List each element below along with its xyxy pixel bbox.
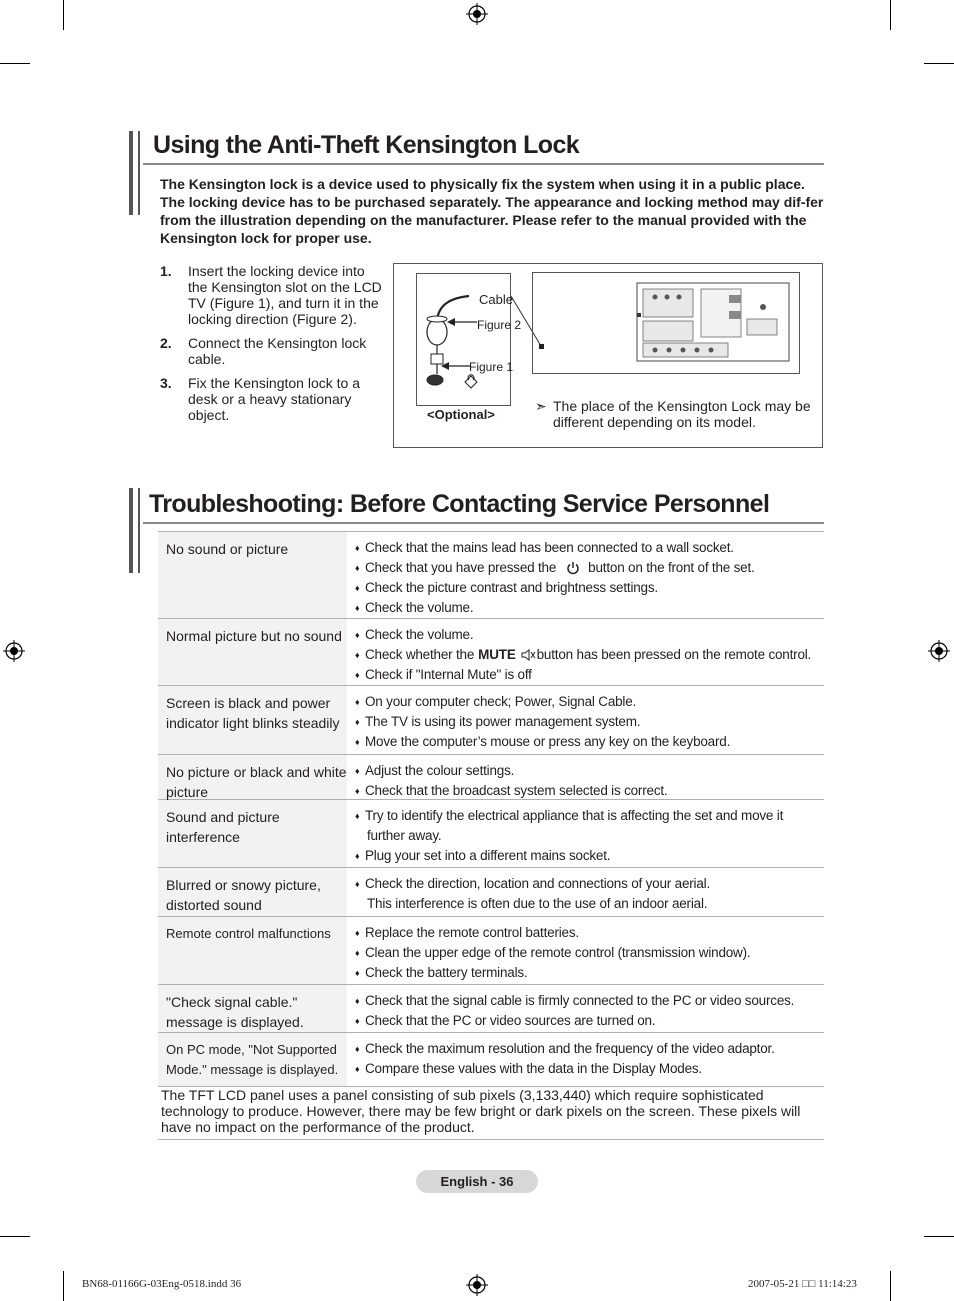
cable-label: Cable bbox=[479, 292, 513, 307]
problem-cell: Remote control malfunctions bbox=[158, 917, 347, 984]
solution-text-tail: button has been pressed on the remote control. bbox=[536, 647, 812, 662]
solution-item bbox=[355, 1059, 824, 1079]
slug-date: 2007-05-21 □□ 11:14:23 bbox=[748, 1278, 857, 1290]
bullet-icon: ♦ bbox=[355, 1044, 360, 1054]
solution-item bbox=[355, 943, 824, 963]
bullet-icon: ♦ bbox=[355, 766, 360, 776]
mute-icon bbox=[520, 648, 536, 662]
problem-cell: No picture or black and white picture bbox=[158, 755, 347, 799]
figure1-label: Figure 1 bbox=[469, 360, 514, 374]
section-accent-bar bbox=[138, 488, 140, 573]
bullet-icon: ♦ bbox=[355, 968, 360, 978]
bullet-icon: ♦ bbox=[355, 737, 360, 747]
step-number: 2. bbox=[160, 335, 172, 351]
solution-cell bbox=[347, 868, 824, 916]
registration-mark-icon bbox=[466, 1274, 488, 1296]
bullet-icon: ♦ bbox=[355, 717, 360, 727]
bullet-icon: ♦ bbox=[355, 811, 360, 821]
lock-illustration-frame bbox=[416, 273, 522, 406]
solution-text: Try to identify the electrical appliance that is affecting the set and move it bbox=[365, 808, 784, 823]
solution-item bbox=[355, 781, 824, 801]
table-row bbox=[158, 532, 824, 619]
section-accent-bar bbox=[138, 131, 140, 215]
bullet-icon: ♦ bbox=[355, 583, 360, 593]
solution-text-continued: This interference is often due to the use of an indoor aerial. bbox=[367, 896, 708, 911]
note-arrow-icon: ➣ bbox=[535, 398, 547, 414]
solution-cell bbox=[347, 686, 824, 754]
step-text: Insert the locking device into the Kensington slot on the LCD TV (Figure 1), and turn it in the locking direction (Figure 2). bbox=[188, 263, 382, 327]
note-text: The place of the Kensington Lock may be different depending on its model. bbox=[553, 398, 811, 430]
slug-file: BN68-01166G-03Eng-0518.indd 36 bbox=[82, 1278, 242, 1290]
bullet-icon: ♦ bbox=[355, 851, 360, 861]
section-accent-bar bbox=[129, 131, 133, 215]
problem-cell: "Check signal cable." message is displayed. bbox=[158, 985, 347, 1032]
solution-item bbox=[355, 806, 824, 826]
solution-item bbox=[355, 874, 824, 894]
solution-cell bbox=[347, 619, 824, 685]
solution-text: Move the computer’s mouse or press any key on the keyboard. bbox=[365, 734, 731, 749]
section-title: Using the Anti-Theft Kensington Lock bbox=[153, 131, 580, 159]
solution-text: Plug your set into a different mains socket. bbox=[365, 848, 611, 863]
table-row bbox=[158, 1033, 824, 1087]
step-item bbox=[160, 263, 385, 327]
solution-cell bbox=[347, 532, 824, 618]
step-text: Connect the Kensington lock cable. bbox=[188, 335, 367, 367]
solution-item bbox=[355, 761, 824, 781]
step-item bbox=[160, 375, 385, 423]
problem-cell: On PC mode, "Not Supported Mode." message is displayed. bbox=[158, 1033, 347, 1086]
solution-cell bbox=[347, 1033, 824, 1086]
section-title: Troubleshooting: Before Contacting Service Personnel bbox=[149, 490, 770, 518]
solution-text: Check the direction, location and connections of your aerial. bbox=[365, 876, 711, 891]
step-number: 3. bbox=[160, 375, 172, 391]
crop-mark bbox=[890, 0, 891, 30]
solution-cell bbox=[347, 800, 824, 867]
bullet-icon: ♦ bbox=[355, 1064, 360, 1074]
problem-cell: Normal picture but no sound bbox=[158, 619, 347, 685]
section-rule bbox=[143, 163, 824, 165]
solution-item bbox=[355, 963, 824, 983]
problem-cell: Sound and picture interference bbox=[158, 800, 347, 867]
model-note bbox=[535, 398, 820, 430]
troubleshooting-table bbox=[158, 531, 824, 1087]
solution-item bbox=[355, 923, 824, 943]
solution-cell bbox=[347, 985, 824, 1032]
bullet-icon: ♦ bbox=[355, 630, 360, 640]
power-icon bbox=[566, 561, 580, 575]
solution-text: Check that the PC or video sources are turned on. bbox=[365, 1013, 656, 1028]
bullet-icon: ♦ bbox=[355, 697, 360, 707]
solution-item bbox=[355, 625, 824, 645]
bullet-icon: ♦ bbox=[355, 1016, 360, 1026]
step-item bbox=[160, 335, 385, 367]
solution-text: Check that the broadcast system selected is correct. bbox=[365, 783, 668, 798]
table-row bbox=[158, 985, 824, 1033]
table-row bbox=[158, 619, 824, 686]
solution-item bbox=[355, 665, 824, 685]
step-text: Fix the Kensington lock to a desk or a heavy stationary object. bbox=[188, 375, 360, 423]
crop-mark bbox=[63, 0, 64, 30]
solution-item bbox=[355, 558, 824, 578]
solution-item bbox=[355, 578, 824, 598]
solution-item bbox=[355, 692, 824, 712]
solution-text: Check the maximum resolution and the frequency of the video adaptor. bbox=[365, 1041, 775, 1056]
page-number-badge: English - 36 bbox=[416, 1170, 538, 1193]
mute-label: MUTE bbox=[478, 647, 516, 662]
crop-mark bbox=[924, 1236, 954, 1237]
solution-text: Compare these values with the data in the Display Modes. bbox=[365, 1061, 702, 1076]
solution-text: Clean the upper edge of the remote control (transmission window). bbox=[365, 945, 751, 960]
bullet-icon: ♦ bbox=[355, 996, 360, 1006]
solution-text: Check if "Internal Mute" is off bbox=[365, 667, 532, 682]
registration-mark-icon bbox=[3, 640, 25, 662]
solution-item bbox=[355, 538, 824, 558]
problem-cell: Blurred or snowy picture, distorted sound bbox=[158, 868, 347, 916]
tv-rear-panel-illustration bbox=[533, 273, 799, 373]
solution-text: Check the volume. bbox=[365, 600, 474, 615]
solution-text: Adjust the colour settings. bbox=[365, 763, 515, 778]
table-row bbox=[158, 755, 824, 800]
figure2-label: Figure 2 bbox=[477, 318, 522, 332]
solution-cell bbox=[347, 755, 824, 799]
solution-item bbox=[355, 645, 824, 665]
table-row bbox=[158, 686, 824, 755]
bullet-icon: ♦ bbox=[355, 650, 360, 660]
steps-list bbox=[160, 263, 385, 431]
section-accent-bar bbox=[129, 488, 133, 573]
bullet-icon: ♦ bbox=[355, 563, 360, 573]
table-row bbox=[158, 800, 824, 868]
solution-text-tail: button on the front of the set. bbox=[588, 560, 755, 575]
bullet-icon: ♦ bbox=[355, 670, 360, 680]
solution-item bbox=[355, 598, 824, 618]
solution-item bbox=[355, 1039, 824, 1059]
solution-item bbox=[355, 712, 824, 732]
optional-label: <Optional> bbox=[427, 407, 495, 422]
solution-text: Check the battery terminals. bbox=[365, 965, 528, 980]
solution-text: Check whether the bbox=[365, 647, 475, 662]
step-number: 1. bbox=[160, 263, 172, 279]
solution-item bbox=[355, 1011, 824, 1031]
solution-text: Replace the remote control batteries. bbox=[365, 925, 579, 940]
crop-mark bbox=[0, 1236, 30, 1237]
bullet-icon: ♦ bbox=[355, 928, 360, 938]
intro-paragraph: The Kensington lock is a device used to physically fix the system when using it in a public place. The locking device has to be purchased separately. The appearance and locking method may dif-fer from the illustration depending on the manufacturer. Please refer to the manual provided with the Kensington lock for proper use. bbox=[160, 176, 824, 246]
problem-cell: No sound or picture bbox=[158, 532, 347, 618]
solution-text: Check that the mains lead has been connected to a wall socket. bbox=[365, 540, 734, 555]
solution-cell bbox=[347, 917, 824, 984]
solution-text: Check that you have pressed the bbox=[365, 560, 557, 575]
bullet-icon: ♦ bbox=[355, 543, 360, 553]
solution-text: Check that the signal cable is firmly connected to the PC or video sources. bbox=[365, 993, 795, 1008]
solution-item bbox=[355, 732, 824, 752]
solution-text: Check the volume. bbox=[365, 627, 474, 642]
table-row bbox=[158, 917, 824, 985]
problem-cell: Screen is black and power indicator light blinks steadily bbox=[158, 686, 347, 754]
crop-mark bbox=[0, 63, 30, 64]
bullet-icon: ♦ bbox=[355, 879, 360, 889]
solution-text-continued: further away. bbox=[367, 828, 442, 843]
section-rule bbox=[143, 522, 824, 524]
solution-item bbox=[355, 991, 824, 1011]
registration-mark-icon bbox=[466, 3, 488, 25]
crop-mark bbox=[890, 1271, 891, 1301]
solution-item bbox=[355, 846, 824, 866]
solution-text: On your computer check; Power, Signal Cable. bbox=[365, 694, 637, 709]
tft-panel-note: The TFT LCD panel uses a panel consisting of sub pixels (3,133,440) which require sophisticated technology to produce. However, there may be few bright or dark pixels on the screen. These pixels will have no impact on the performance of the product. bbox=[158, 1083, 824, 1140]
bullet-icon: ♦ bbox=[355, 948, 360, 958]
solution-text: The TV is using its power management system. bbox=[365, 714, 641, 729]
bullet-icon: ♦ bbox=[355, 603, 360, 613]
solution-text: Check the picture contrast and brightness settings. bbox=[365, 580, 658, 595]
kensington-figure bbox=[393, 263, 823, 448]
crop-mark bbox=[63, 1271, 64, 1301]
registration-mark-icon bbox=[928, 640, 950, 662]
table-row bbox=[158, 868, 824, 917]
tv-rear-panel-frame bbox=[532, 272, 800, 374]
bullet-icon: ♦ bbox=[355, 786, 360, 796]
crop-mark bbox=[924, 63, 954, 64]
